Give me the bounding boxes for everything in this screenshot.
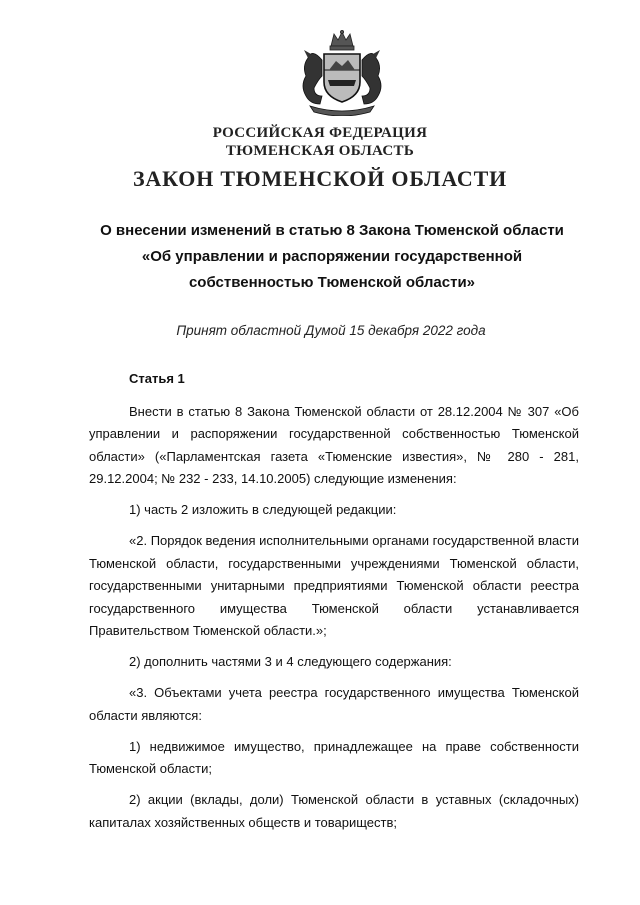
paragraph: «3. Объектами учета реестра государственного имущества Тюменской области являются: [89,685,579,723]
article-heading: Статья 1 [129,371,185,386]
paragraph: «2. Порядок ведения исполнительными органами государственной власти Тюменской области, государственными учреждениями Тюменской области, государственными унитарными предприятиями Тюменской области реестра государственного имущества Тюменской области устанавливается Правительством Тюменской области.»; [89,533,579,638]
document-title [80,218,584,296]
adoption-note: Принят областной Думой 15 декабря 2022 года [176,323,486,338]
title-line: «Об управлении и распоряжении государственной [141,248,523,265]
country-heading: РОССИЙСКАЯ ФЕДЕРАЦИЯ [212,125,428,141]
document-body [89,368,579,843]
paragraph: 1) часть 2 изложить в следующей редакции: [129,502,397,517]
law-type-heading: ЗАКОН ТЮМЕНСКОЙ ОБЛАСТИ [132,166,507,191]
paragraph: 2) дополнить частями 3 и 4 следующего содержания: [129,654,452,669]
region-heading: ТЮМЕНСКАЯ ОБЛАСТЬ [225,143,415,159]
paragraph: 1) недвижимое имущество, принадлежащее на праве собственности Тюменской области; [89,738,579,776]
paragraph: Внести в статью 8 Закона Тюменской области от 28.12.2004 № 307 «Об управлении и распоряжении государственной собственностью Тюменской области» («Парламентская газета «Тюменские известия», № 280 - 281, 29.12.2004; № 232 - 233, 14.10.2005) следующие изменения: [89,403,579,486]
title-line: О внесении изменений в статью 8 Закона Тюменской области [100,222,564,239]
title-line: собственностью Тюменской области» [188,274,476,291]
paragraph: 2) акции (вклады, доли) Тюменской области в уставных (складочных) капиталах хозяйственных обществ и товариществ; [89,792,579,830]
coat-of-arms-icon [284,30,400,116]
